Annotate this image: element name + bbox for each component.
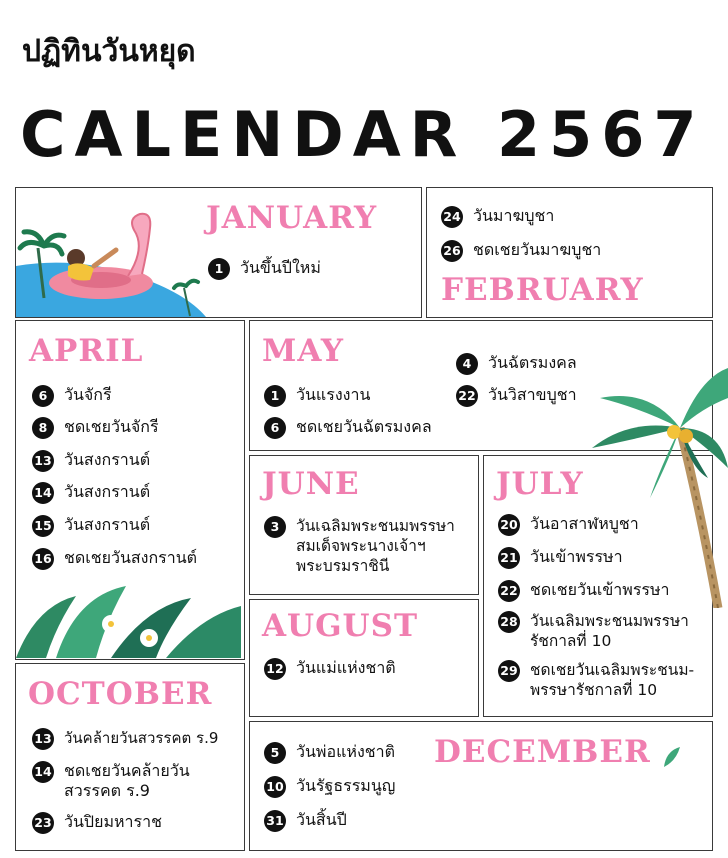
holiday-label: วันอาสาฬหบูชา bbox=[530, 514, 639, 533]
day-badge: 23 bbox=[32, 812, 54, 834]
holiday-row bbox=[456, 353, 577, 375]
holiday-row bbox=[208, 258, 321, 280]
holiday-row bbox=[498, 611, 689, 651]
month-title-december: DECEMBER bbox=[434, 734, 651, 770]
holiday-label: ชดเชยวันมาฆบูชา bbox=[473, 240, 602, 259]
april-box bbox=[15, 320, 245, 660]
holiday-label: วันมาฆบูชา bbox=[473, 206, 555, 225]
holiday-row bbox=[456, 385, 577, 407]
day-badge: 15 bbox=[32, 515, 54, 537]
day-badge: 6 bbox=[264, 417, 286, 439]
holiday-label: วันเฉลิมพระชนมพรรษา สมเด็จพระนางเจ้าฯ พระบรมราชินี bbox=[296, 517, 455, 575]
day-badge: 29 bbox=[498, 660, 520, 682]
holiday-row bbox=[264, 516, 455, 576]
holiday-label: วันวิสาขบูชา bbox=[488, 385, 577, 404]
day-badge: 21 bbox=[498, 547, 520, 569]
day-badge: 14 bbox=[32, 482, 54, 504]
month-title-august: AUGUST bbox=[262, 608, 419, 644]
day-badge: 13 bbox=[32, 450, 54, 472]
holiday-row bbox=[264, 417, 432, 439]
holiday-row bbox=[32, 728, 218, 750]
day-badge: 22 bbox=[456, 385, 478, 407]
small-leaf-icon bbox=[662, 745, 682, 769]
holiday-label: วันแรงงาน bbox=[296, 385, 371, 404]
holiday-row bbox=[441, 206, 554, 228]
day-badge: 31 bbox=[264, 810, 286, 832]
day-badge: 4 bbox=[456, 353, 478, 375]
holiday-row bbox=[32, 385, 112, 407]
holiday-label: วันเข้าพรรษา bbox=[530, 547, 623, 566]
holiday-label: ชดเชยวันเข้าพรรษา bbox=[530, 580, 670, 599]
day-badge: 26 bbox=[441, 240, 463, 262]
day-badge: 6 bbox=[32, 385, 54, 407]
month-title-may: MAY bbox=[262, 333, 344, 369]
holiday-row bbox=[32, 417, 159, 439]
october-box bbox=[15, 663, 245, 851]
holiday-row bbox=[32, 548, 197, 570]
day-badge: 5 bbox=[264, 742, 286, 764]
day-badge: 12 bbox=[264, 658, 286, 680]
holiday-label: วันสงกรานต์ bbox=[64, 482, 151, 501]
holiday-label: วันรัฐธรรมนูญ bbox=[296, 776, 396, 795]
day-badge: 1 bbox=[208, 258, 230, 280]
august-box bbox=[249, 599, 479, 717]
palm-tree-illustration bbox=[590, 358, 728, 608]
holiday-label: ชดเชยวันฉัตรมงคล bbox=[296, 417, 432, 436]
holiday-row bbox=[264, 658, 396, 680]
holiday-label: วันฉัตรมงคล bbox=[488, 353, 577, 372]
holiday-label: ชดเชยวันจักรี bbox=[64, 417, 159, 436]
holiday-label: ชดเชยวันสงกรานต์ bbox=[64, 548, 198, 567]
holiday-row bbox=[441, 240, 601, 262]
month-title-february: FEBRUARY bbox=[441, 272, 644, 308]
day-badge: 20 bbox=[498, 514, 520, 536]
holiday-label: วันจักรี bbox=[64, 385, 112, 404]
day-badge: 14 bbox=[32, 761, 54, 783]
day-badge: 28 bbox=[498, 611, 520, 633]
title-thai: ปฏิทินวันหยุด bbox=[22, 34, 196, 69]
day-badge: 22 bbox=[498, 580, 520, 602]
holiday-row bbox=[32, 761, 190, 801]
holiday-row bbox=[32, 515, 150, 537]
february-box bbox=[426, 187, 713, 318]
beach-float-illustration bbox=[16, 188, 206, 317]
day-badge: 3 bbox=[264, 516, 286, 538]
holiday-label: วันแม่แห่งชาติ bbox=[296, 658, 396, 677]
december-box bbox=[249, 721, 713, 851]
day-badge: 13 bbox=[32, 728, 54, 750]
holiday-label: วันปิยมหาราช bbox=[64, 812, 162, 831]
day-badge: 16 bbox=[32, 548, 54, 570]
holiday-row bbox=[32, 482, 150, 504]
title-calendar: CALENDAR 2567 bbox=[20, 98, 706, 171]
holiday-row bbox=[32, 450, 150, 472]
holiday-label: วันขึ้นปีใหม่ bbox=[240, 258, 321, 277]
june-box bbox=[249, 455, 479, 595]
holiday-label: วันสิ้นปี bbox=[296, 810, 347, 829]
day-badge: 10 bbox=[264, 776, 286, 798]
holiday-row bbox=[264, 742, 395, 764]
month-title-april: APRIL bbox=[29, 333, 144, 369]
month-title-july: JULY bbox=[496, 466, 584, 502]
holiday-label: วันสงกรานต์ bbox=[64, 515, 151, 534]
holiday-label: วันคล้ายวันสวรรคต ร.9 bbox=[64, 729, 219, 747]
holiday-label: ชดเชยวันคล้ายวัน สวรรคต ร.9 bbox=[64, 761, 190, 800]
holiday-row bbox=[498, 660, 694, 700]
holiday-row bbox=[264, 776, 395, 798]
day-badge: 24 bbox=[441, 206, 463, 228]
month-title-january: JANUARY bbox=[206, 200, 378, 236]
january-box bbox=[15, 187, 422, 318]
holiday-label: วันเฉลิมพระชนมพรรษา รัชกาลที่ 10 bbox=[530, 612, 689, 650]
holiday-row bbox=[264, 810, 347, 832]
holiday-label: วันพ่อแห่งชาติ bbox=[296, 742, 395, 761]
holiday-row bbox=[32, 812, 162, 834]
day-badge: 1 bbox=[264, 385, 286, 407]
holiday-row bbox=[264, 385, 370, 407]
day-badge: 8 bbox=[32, 417, 54, 439]
holiday-label: ชดเชยวันเฉลิมพระชนม- พรรษารัชกาลที่ 10 bbox=[530, 661, 695, 699]
month-title-october: OCTOBER bbox=[28, 676, 213, 712]
month-title-june: JUNE bbox=[262, 466, 360, 502]
holiday-label: วันสงกรานต์ bbox=[64, 450, 151, 469]
tropical-leaves-illustration bbox=[16, 576, 243, 658]
